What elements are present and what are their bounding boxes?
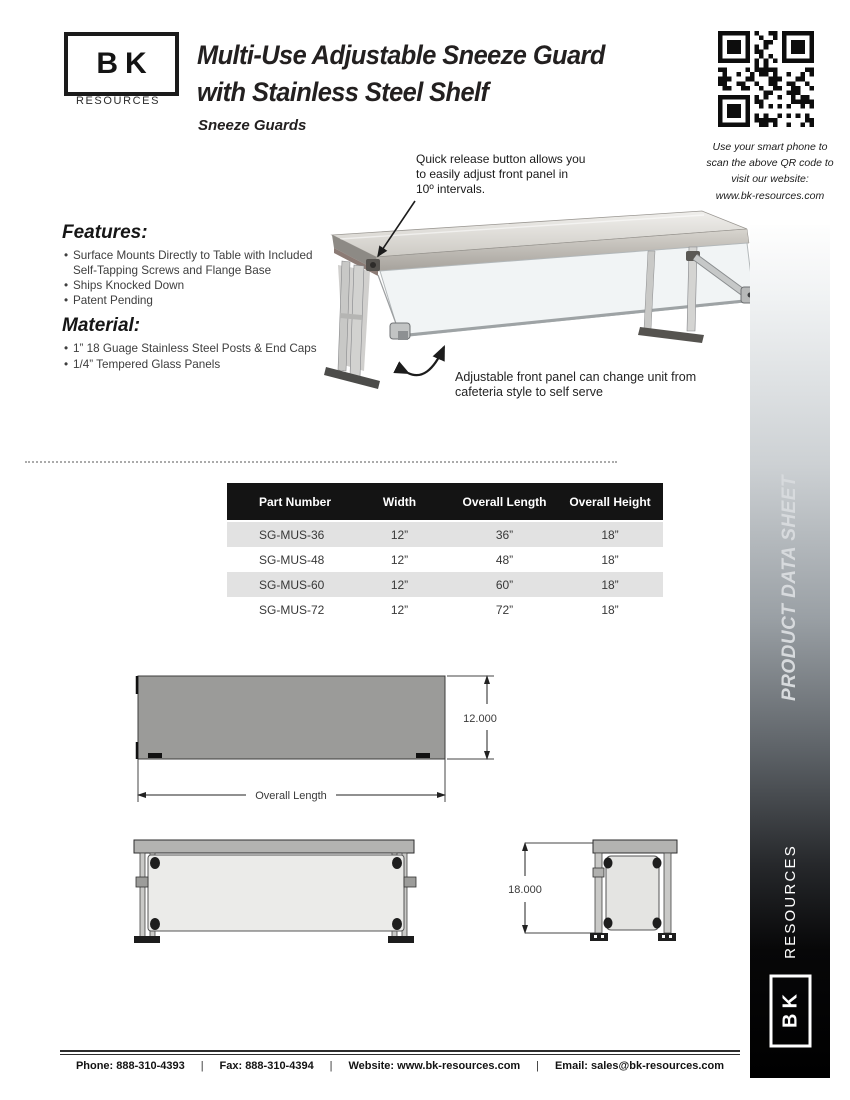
- plan-width-dim: 12.000: [463, 713, 497, 725]
- bk-logo-letters: BK: [96, 47, 154, 80]
- material-item: • 1” 18 Guage Stainless Steel Posts & End Caps: [64, 341, 354, 357]
- plan-shelf-outline: [138, 676, 445, 759]
- footer-email: Email: sales@bk-resources.com: [554, 1060, 725, 1072]
- sidebar-bk-logo: BK: [750, 970, 830, 1052]
- front-glass-panel: [148, 855, 404, 931]
- dotted-divider: [25, 461, 617, 463]
- col-overall-height: Overall Height: [569, 494, 651, 509]
- table-row: SG-MUS-36 12” 36” 18”: [227, 522, 663, 547]
- footer-contact-bar: [60, 1060, 740, 1072]
- plan-length-dim: Overall Length: [255, 790, 327, 802]
- table-row: SG-MUS-48 12” 48” 18”: [259, 552, 619, 567]
- page-title-line2: with Stainless Steel Shelf: [197, 77, 489, 107]
- col-width: Width: [382, 494, 417, 509]
- side-height-dim: 18.000: [508, 884, 542, 896]
- rotation-arrow-icon: [408, 347, 444, 375]
- material-heading: Material:: [62, 315, 141, 336]
- front-elevation-drawing: [126, 832, 426, 950]
- front-shelf-bar: [134, 840, 414, 853]
- bk-logo: [64, 32, 179, 96]
- plan-view-drawing: [128, 652, 518, 812]
- sidebar-product-data-sheet: PRODUCT DATA SHEET: [779, 474, 800, 702]
- side-shelf-bar: [593, 840, 677, 853]
- product-category: Sneeze Guards: [198, 117, 307, 134]
- features-list: [64, 248, 332, 308]
- footer-separator: |: [200, 1060, 204, 1072]
- side-elevation-drawing: [498, 832, 703, 950]
- page-title-line1: Multi-Use Adjustable Sneeze Guard: [197, 40, 605, 70]
- quick-release-callout: Quick release button allows you to easily adjust front panel in 10º intervals.: [416, 152, 586, 196]
- feature-item: • Patent Pending: [64, 293, 332, 308]
- feature-item: • Ships Knocked Down: [64, 278, 332, 293]
- adjustable-panel-callout: Adjustable front panel can change unit from cafeteria style to self serve: [455, 370, 697, 399]
- footer-separator: |: [329, 1060, 333, 1072]
- spec-table: [227, 483, 663, 622]
- footer-fax: Fax: 888-310-4394: [219, 1060, 314, 1072]
- footer-phone: Phone: 888-310-4393: [75, 1060, 185, 1072]
- footer-separator: |: [536, 1060, 540, 1072]
- qr-code-icon: [718, 31, 814, 127]
- features-heading: Features:: [62, 222, 148, 243]
- feature-item: • Surface Mounts Directly to Table with Included Self-Tapping Screws and Flange Base: [64, 248, 332, 278]
- table-row: SG-MUS-60 12” 60” 18”: [227, 572, 663, 597]
- col-part-number: Part Number: [259, 494, 332, 509]
- sidebar-resources-word: RESOURCES: [781, 843, 799, 959]
- material-item: • 1/4” Tempered Glass Panels: [64, 357, 354, 373]
- footer-rule: [60, 1050, 740, 1055]
- table-row: SG-MUS-72 12” 72” 18”: [259, 602, 619, 617]
- footer-website: Website: www.bk-resources.com: [348, 1060, 521, 1072]
- sidebar-band: [750, 225, 830, 1078]
- qr-caption: Use your smart phone to scan the above QR code to visit our website: www.bk-resources.com: [706, 141, 834, 202]
- spec-table-header: [227, 483, 663, 520]
- bk-logo-subtext: RESOURCES: [75, 95, 161, 107]
- col-overall-length: Overall Length: [462, 494, 547, 509]
- side-glass-panel: [606, 856, 659, 930]
